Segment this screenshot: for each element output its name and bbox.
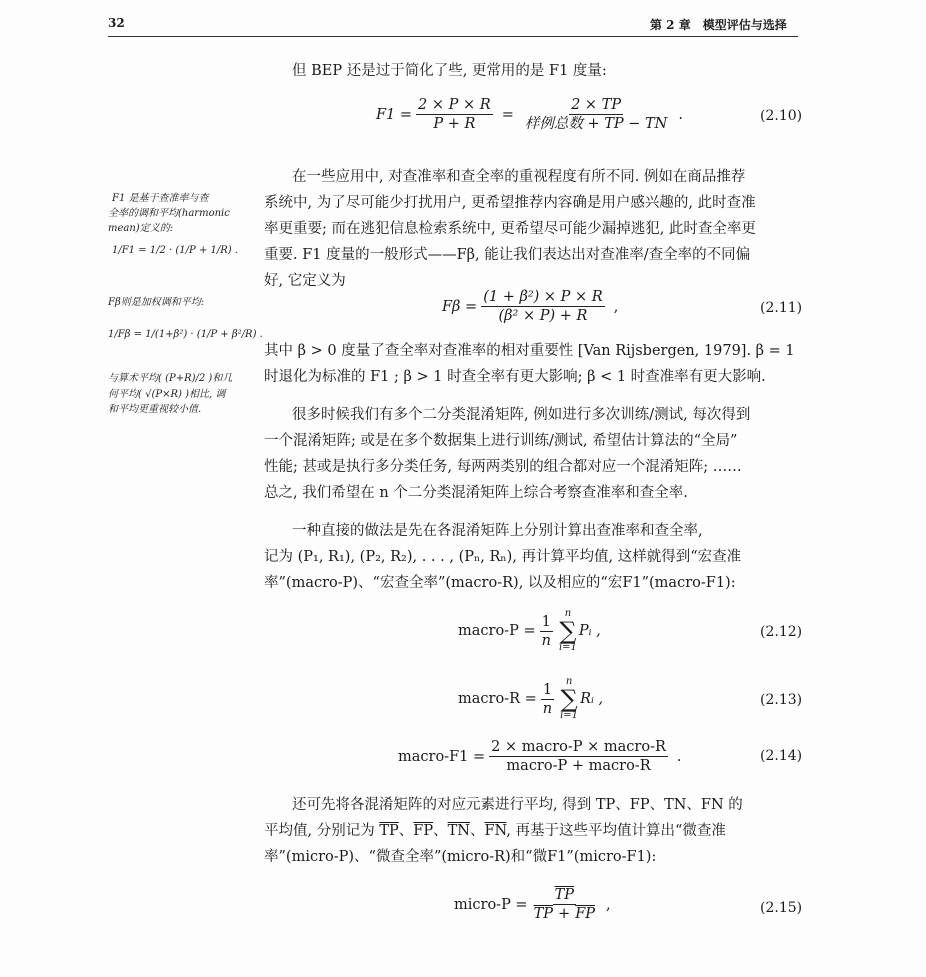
- equation-number: (2.13): [760, 692, 803, 708]
- eq-punct: ,: [613, 298, 619, 315]
- numerator: 1: [541, 613, 551, 630]
- plus-sign: +: [558, 906, 571, 922]
- sidenote-formula: 1/Fβ = 1/(1+β²) · (1/P + β²/R) .: [108, 329, 263, 340]
- paragraph-text: 时退化为标准的 F1 ; β > 1 时查全率有更大影响; β < 1 时查准率有更大影响.: [264, 369, 766, 385]
- avg-tp: $\overline{TP}$: [379, 823, 399, 839]
- paragraph-text: 记为 (P₁, R₁), (P₂, R₂), . . . , (Pₙ, Rₙ), 再计算平均值, 这样就得到“宏查准: [264, 549, 742, 565]
- eq-punct: .: [678, 106, 683, 123]
- denominator: n: [541, 632, 551, 649]
- paragraph-text: 在一些应用中, 对查准率和查全率的重视程度有所不同. 例如在商品推荐: [292, 169, 746, 185]
- denominator: P + R: [433, 116, 476, 132]
- fraction: [532, 886, 597, 923]
- denominator: macro-P + macro-R: [506, 758, 651, 774]
- equation-number: (2.11): [760, 300, 803, 316]
- den-term: $\overline{TP}$: [533, 906, 554, 922]
- equation-number: (2.15): [760, 900, 803, 916]
- summation-sign: n ∑ i=1: [560, 676, 579, 721]
- denominator: 样例总数 + TP − TN: [524, 116, 668, 132]
- paragraph-text: 性能; 甚或是执行多分类任务, 每两两类别的组合都对应一个混淆矩阵; ……: [264, 459, 742, 475]
- paragraph-text: 重要. F1 度量的一般形式——Fβ, 能让我们表达出对查准率/查全率的不同偏: [264, 247, 751, 263]
- numerator: 2 × P × R: [418, 97, 491, 113]
- fraction: [416, 96, 493, 133]
- paragraph-text: 率”(micro-P)、“微查全率”(micro-R)和“微F1”(micro-F1):: [264, 849, 657, 865]
- fraction: [481, 288, 605, 325]
- sidenote-text: 何平均( √(P×R) )相比, 调: [108, 389, 226, 400]
- fraction: [489, 738, 668, 775]
- sidenote-text: mean)定义的:: [108, 223, 174, 234]
- eq-lhs: macro-P =: [458, 623, 536, 639]
- equation-number: (2.10): [760, 108, 803, 124]
- paragraph-fragment: , 再基于这些平均值计算出“微查准: [506, 823, 726, 839]
- numerator: $\overline{TP}$: [554, 887, 575, 903]
- eq-punct: ,: [606, 896, 611, 913]
- numerator: (1 + β²) × P × R: [483, 289, 603, 305]
- numerator: 2 × TP: [571, 97, 622, 113]
- sidenote-text: 全率的调和平均(harmonic: [108, 208, 230, 219]
- equals-sign: =: [501, 106, 514, 123]
- sidenote-text: Fβ则是加权调和平均:: [108, 297, 205, 308]
- paragraph-text: 其中 β > 0 度量了查全率对查准率的相对重要性 [Van Rijsbergen, 1979]. β = 1: [264, 343, 795, 359]
- fraction: [541, 681, 554, 718]
- equation-2-10: [376, 96, 688, 133]
- sidenote-text: F1 是基于查准率与查: [112, 193, 209, 204]
- sum-lower: i=1: [560, 710, 579, 721]
- page-number: 32: [108, 16, 125, 30]
- equation-2-13: [458, 676, 603, 722]
- summation-sign: n ∑ i=1: [558, 608, 577, 653]
- den-term: $\overline{FP}$: [575, 906, 596, 922]
- paragraph-text: 但 BEP 还是过于简化了些, 更常用的是 F1 度量:: [292, 63, 607, 79]
- avg-fn: $\overline{FN}$: [484, 823, 507, 839]
- eq-lhs: Fβ =: [442, 298, 478, 315]
- paragraph-text: 系统中, 为了尽可能少打扰用户, 更希望推荐内容确是用户感兴趣的, 此时查准: [264, 195, 756, 211]
- sidenote-text: 与算术平均( (P+R)/2 )和几: [108, 373, 233, 384]
- sum-term: Rᵢ ,: [580, 691, 604, 707]
- numerator: 2 × macro-P × macro-R: [491, 739, 666, 755]
- equation-2-15: [454, 886, 616, 923]
- paragraph-text: 一种直接的做法是先在各混淆矩阵上分别计算出查准率和查全率,: [292, 523, 703, 539]
- denominator: [532, 905, 597, 923]
- equation-2-11: [442, 288, 623, 325]
- numerator: 1: [542, 681, 553, 698]
- eq-lhs: micro-P =: [454, 896, 528, 913]
- equation-2-12: [458, 608, 601, 654]
- eq-punct: .: [676, 748, 682, 765]
- equation-2-14: [398, 738, 687, 775]
- paragraph-text: 率”(macro-P)、“宏查全率”(macro-R), 以及相应的“宏F1”(macro-F1):: [264, 575, 736, 591]
- sidenote-formula: 1/F1 = 1/2 · (1/P + 1/R) .: [112, 245, 239, 256]
- paragraph-text: 好, 它定义为: [264, 273, 346, 289]
- paragraph-text: 还可先将各混淆矩阵的对应元素进行平均, 得到 TP、FP、TN、FN 的: [292, 797, 743, 813]
- avg-tn: $\overline{TN}$: [447, 823, 470, 839]
- paragraph-text: 总之, 我们希望在 n 个二分类混淆矩阵上综合考察查准率和查全率.: [264, 485, 688, 501]
- fraction: [540, 613, 553, 650]
- eq-lhs: macro-R =: [458, 691, 537, 707]
- paragraph-text: 平均值, 分别记为 $\overline{TP}$、$\overline{FP}$、$\overline{TN}$、$\overline{FN}$, 再基于这些平均值计算出“微查准: [264, 823, 726, 839]
- eq-lhs: F1 =: [376, 106, 413, 123]
- avg-fp: $\overline{FP}$: [413, 823, 434, 839]
- paragraph-text: 率更重要; 而在逃犯信息检索系统中, 更希望尽可能少漏掉逃犯, 此时查全率更: [264, 221, 756, 237]
- denominator: (β² × P) + R: [498, 308, 588, 324]
- equation-number: (2.12): [760, 624, 803, 640]
- paragraph-fragment: 平均值, 分别记为: [264, 823, 380, 839]
- sum-lower: i=1: [558, 642, 577, 653]
- paragraph-text: 一个混淆矩阵; 或是在多个数据集上进行训练/测试, 希望估计算法的“全局”: [264, 433, 738, 449]
- sum-upper: n: [564, 608, 572, 619]
- sidenote-text: 和平均更重视较小值.: [108, 404, 202, 415]
- fraction: [523, 96, 670, 133]
- denominator: n: [542, 700, 553, 717]
- paragraph-text: 很多时候我们有多个二分类混淆矩阵, 例如进行多次训练/测试, 每次得到: [292, 407, 751, 423]
- sum-upper: n: [565, 676, 573, 687]
- eq-lhs: macro-F1 =: [398, 748, 486, 765]
- sum-term: Pᵢ ,: [578, 623, 601, 639]
- chapter-title: 第 2 章 模型评估与选择: [650, 18, 787, 32]
- equation-number: (2.14): [760, 748, 803, 764]
- header-rule: [108, 36, 798, 37]
